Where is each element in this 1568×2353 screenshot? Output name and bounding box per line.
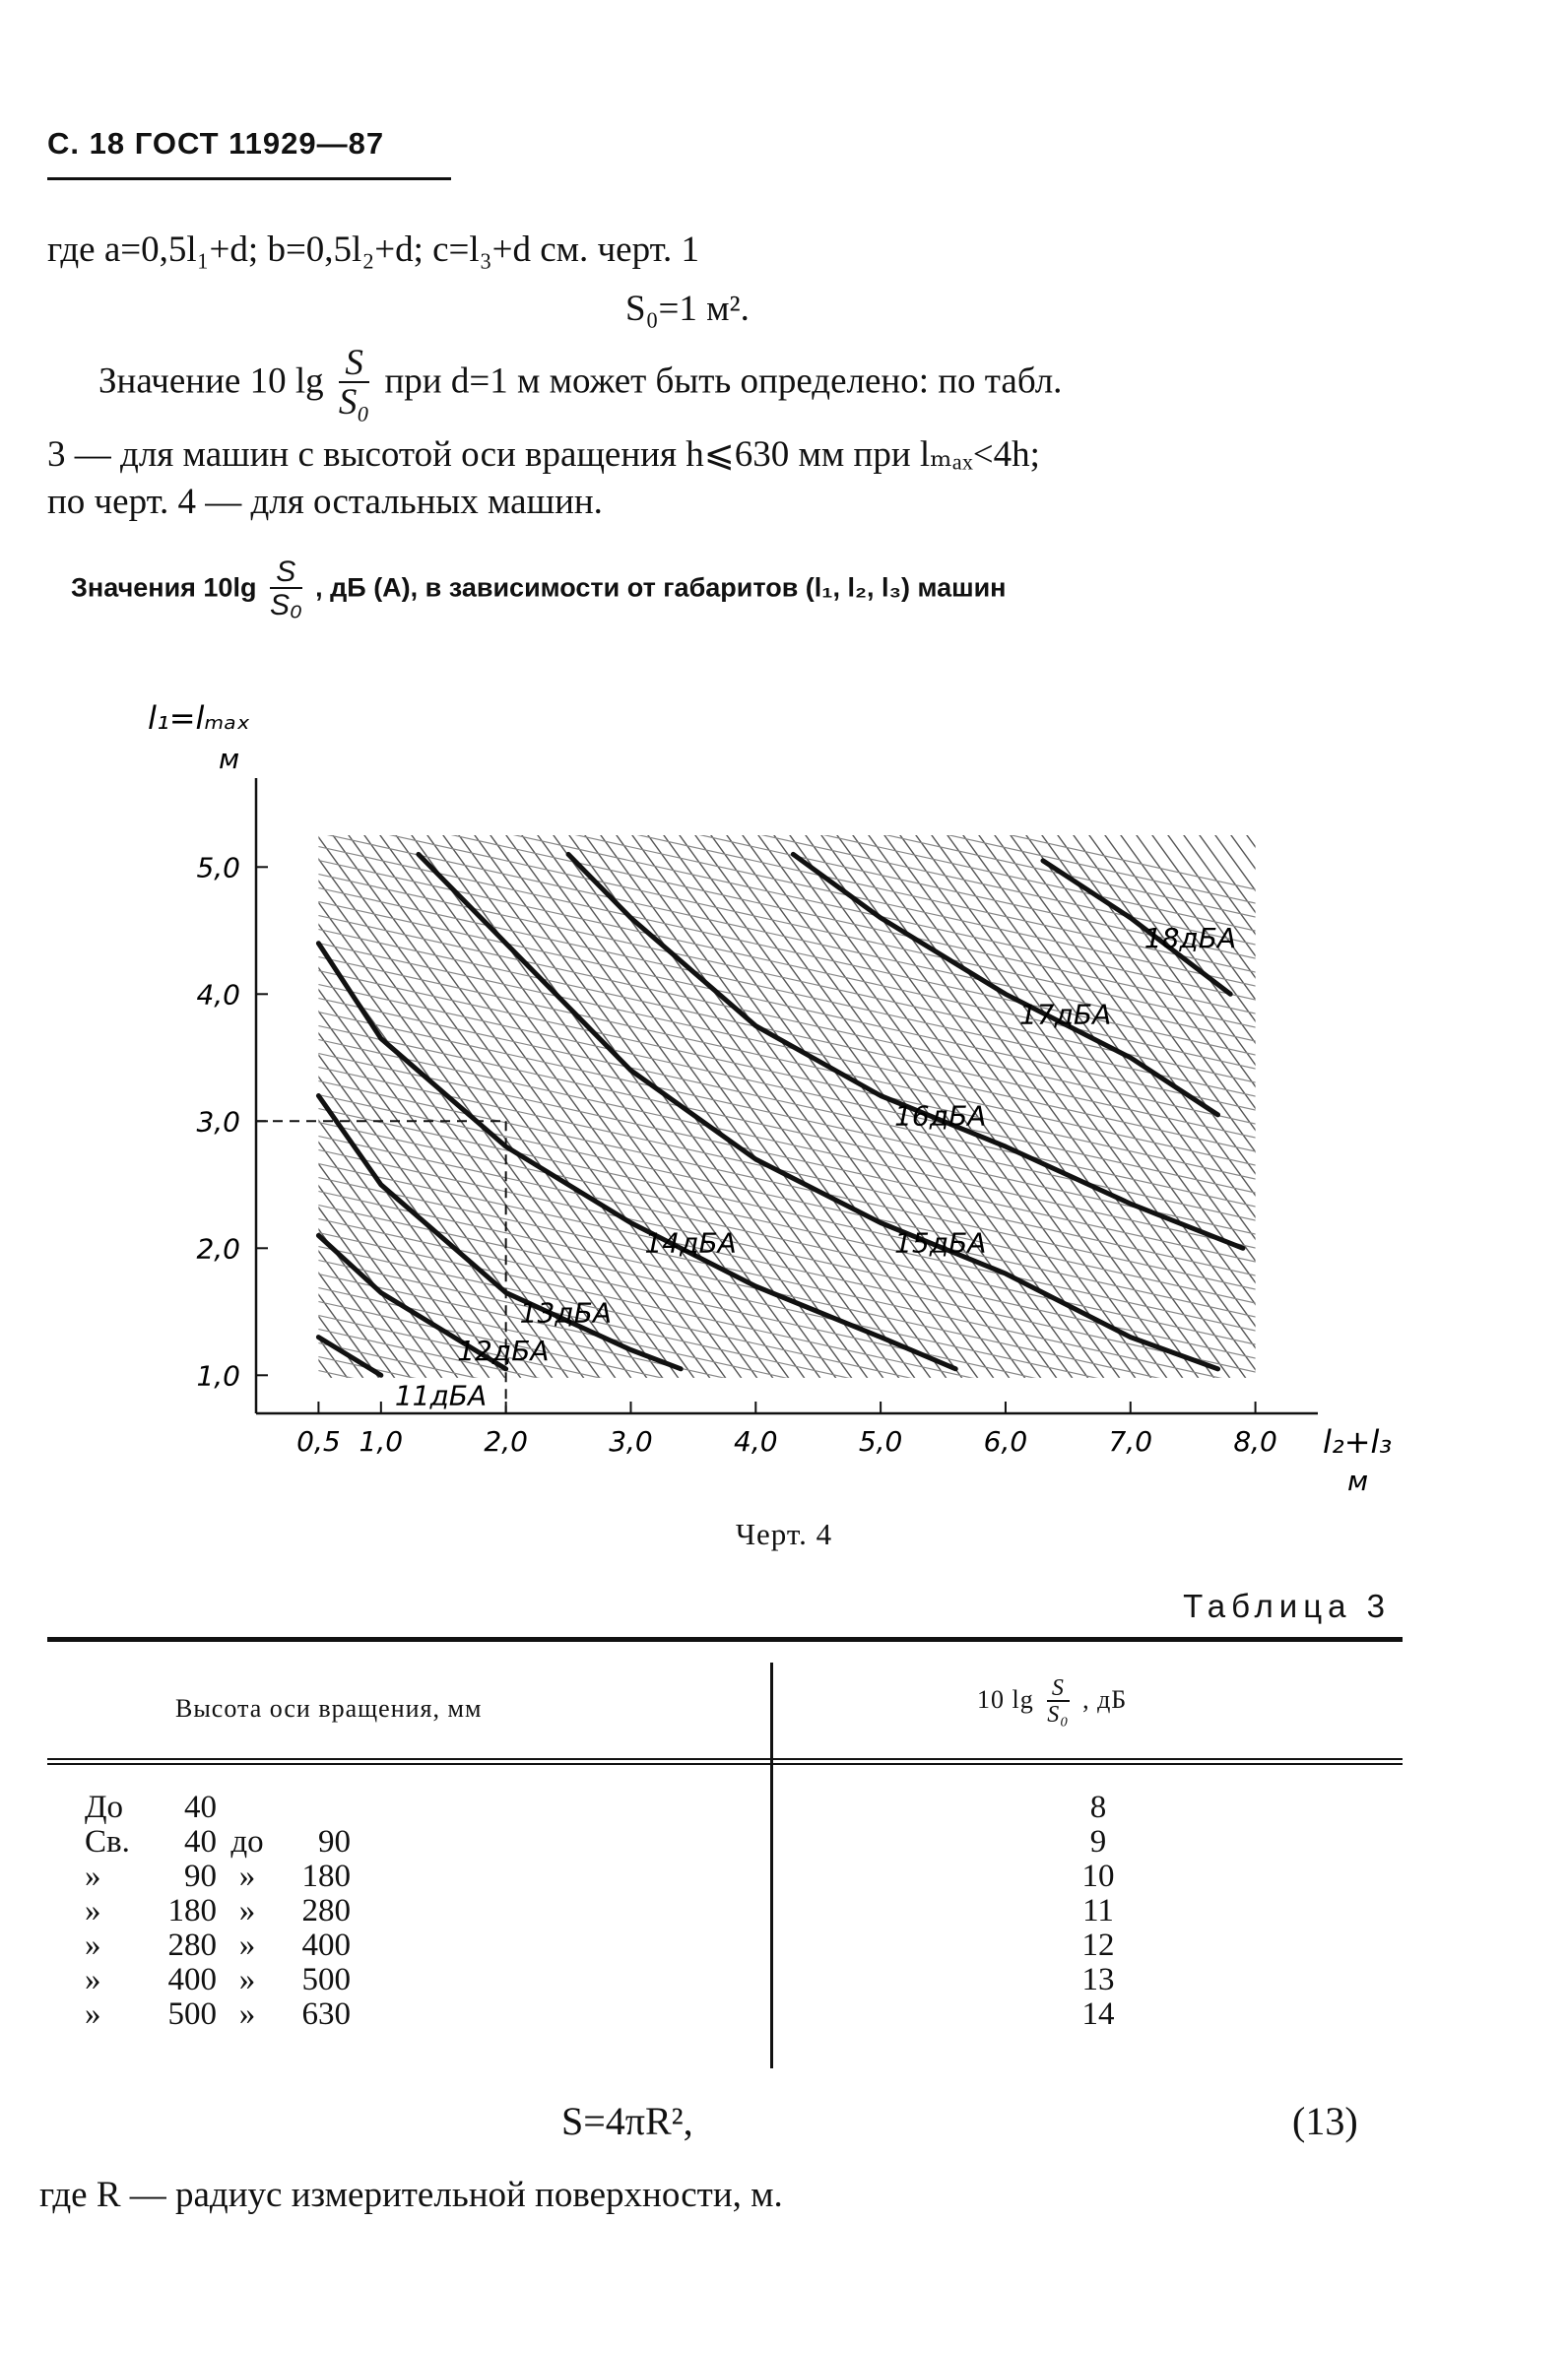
hatch-line <box>1501 817 1568 1388</box>
series-label: 11дБА <box>394 1379 488 1412</box>
hatch-line <box>0 817 87 1388</box>
row-sep: до <box>230 1824 264 1860</box>
table-top-rule <box>47 1637 1403 1642</box>
hatch-line <box>1280 817 1568 1388</box>
hatch-line <box>272 817 686 1388</box>
hatch-line <box>35 817 449 1388</box>
hatch-line <box>1076 817 1489 1388</box>
hatch-line <box>0 817 134 1388</box>
row-prefix: » <box>85 1996 101 2032</box>
hatch-line <box>0 817 150 1388</box>
hatch-line <box>1107 817 1521 1388</box>
hatch-line <box>1060 817 1473 1388</box>
row-sep: » <box>238 1859 256 1894</box>
hatch-line <box>303 817 717 1388</box>
hatch-line <box>1406 817 1568 1388</box>
hatch-line <box>0 817 355 1388</box>
row-to <box>278 1791 351 1825</box>
hatch-line <box>0 817 181 1388</box>
row-from: 400 <box>167 1962 217 1997</box>
paragraph-fraction <box>339 345 369 424</box>
table-row <box>85 1928 351 1963</box>
row-from: 90 <box>184 1859 217 1894</box>
hatch-line <box>0 817 370 1388</box>
table-rows-height <box>85 1791 351 2032</box>
hatch-line <box>666 817 1079 1388</box>
hatch-line <box>0 817 339 1388</box>
y-tick-label: 4,0 <box>196 978 240 1012</box>
paragraph-line-3-after: при d=1 м может быть определено: по табл. <box>384 360 1063 402</box>
hatch-line <box>0 817 402 1388</box>
series-curve <box>318 1338 380 1376</box>
x-tick-label: 3,0 <box>609 1425 653 1458</box>
row-from: 40 <box>184 1790 217 1825</box>
chart-caption-fraction-denominator: S₀ <box>269 589 302 621</box>
table-title: Таблица 3 <box>1183 1588 1391 1624</box>
series-label: 17дБА <box>1018 998 1112 1031</box>
hatch-line <box>20 817 433 1388</box>
hatch-line <box>429 817 843 1388</box>
row-from: 500 <box>167 1996 217 2032</box>
hatch-line <box>1154 817 1568 1388</box>
formula-13: S=4πR², <box>561 2099 693 2143</box>
x-tick-label: 4,0 <box>734 1425 778 1458</box>
hatch-line <box>1202 817 1568 1388</box>
hatch-line <box>0 817 165 1388</box>
row-value: 12 <box>1081 1928 1115 1963</box>
table-row <box>85 1860 351 1894</box>
hatch-line <box>823 817 1237 1388</box>
hatch-line <box>0 817 197 1388</box>
series-curve <box>568 854 1243 1248</box>
row-from: 280 <box>167 1928 217 1963</box>
hatch-line <box>0 817 260 1388</box>
table-row <box>85 1894 351 1928</box>
row-value: 9 <box>1089 1824 1107 1860</box>
table-header-level-after: , дБ <box>1082 1685 1128 1715</box>
hatch-line <box>1470 817 1568 1388</box>
paragraph-line-1: где a=0,5l₁+d; b=0,5l₂+d; c=l₃+d см. черт. 1 <box>47 229 699 270</box>
hatch-line <box>0 817 244 1388</box>
hatch-line <box>0 817 292 1388</box>
hatch-line-flat <box>306 1478 1280 1695</box>
hatch-line <box>0 817 71 1388</box>
hatch-line <box>1359 817 1568 1388</box>
hatch-line <box>67 817 481 1388</box>
hatch-line <box>0 817 39 1388</box>
hatch-line <box>0 817 276 1388</box>
table-header-height: Высота оси вращения, мм <box>175 1694 483 1723</box>
hatch-line <box>1485 817 1568 1388</box>
hatch-line <box>1328 817 1568 1388</box>
table-row <box>85 1963 351 1997</box>
hatch-line <box>1296 817 1568 1388</box>
y-tick-label: 2,0 <box>196 1232 240 1266</box>
table-header-level <box>977 1676 1127 1728</box>
table-row <box>85 1791 351 1825</box>
x-tick-label: 7,0 <box>1108 1425 1153 1458</box>
hatch-line <box>0 817 323 1388</box>
noise-level-chart <box>148 689 1393 1507</box>
table-row <box>85 1825 351 1860</box>
paragraph-line-3-before: Значение 10 lg <box>98 360 324 402</box>
row-from: 180 <box>167 1893 217 1928</box>
table-header-fraction-numerator: S <box>1047 1676 1069 1702</box>
hatch-line <box>1186 817 1568 1388</box>
paragraph-fraction-denominator: S₀ <box>338 382 370 423</box>
series-label: 18дБА <box>1143 921 1237 954</box>
row-sep: » <box>238 1996 256 2032</box>
row-sep: » <box>238 1928 256 1963</box>
hatch-line <box>1091 817 1505 1388</box>
hatch-line-flat <box>306 1561 1280 1778</box>
table-header-rule-2 <box>47 1763 1403 1765</box>
row-prefix: До <box>85 1790 124 1825</box>
table-header-fraction <box>1047 1676 1069 1728</box>
hatch-line <box>1375 817 1568 1388</box>
y-tick-label: 1,0 <box>196 1359 240 1393</box>
table-header-rule <box>47 1758 1403 1760</box>
hatch-line <box>1391 817 1568 1388</box>
series-label: 12дБА <box>457 1335 550 1368</box>
chart-caption-fraction-numerator: S <box>270 557 302 589</box>
x-tick-label: 6,0 <box>983 1425 1028 1458</box>
hatch-line <box>1312 817 1568 1388</box>
row-value: 8 <box>1089 1790 1107 1825</box>
hatch-line <box>83 817 496 1388</box>
row-to: 630 <box>301 1996 351 2032</box>
x-axis-unit: м <box>1347 1465 1369 1497</box>
hatch-line <box>1249 817 1568 1388</box>
row-from: 40 <box>184 1824 217 1860</box>
series-label: 13дБА <box>519 1296 613 1330</box>
hatch-line <box>98 817 512 1388</box>
row-to: 180 <box>301 1859 351 1894</box>
hatch-line <box>51 817 465 1388</box>
hatch-line <box>0 817 213 1388</box>
y-tick-label: 5,0 <box>196 851 240 884</box>
row-sep: » <box>238 1893 256 1928</box>
x-tick-label: 2,0 <box>484 1425 528 1458</box>
row-prefix: Св. <box>85 1824 130 1860</box>
paragraph-line-5: по черт. 4 — для остальных машин. <box>47 482 603 522</box>
x-tick-label: 8,0 <box>1233 1425 1277 1458</box>
row-value: 11 <box>1082 1893 1114 1928</box>
hatch-line <box>1233 817 1568 1388</box>
hatch-line <box>1343 817 1568 1388</box>
hatch-line <box>0 817 55 1388</box>
hatch-line-flat <box>306 1547 1280 1764</box>
table-header-level-before: 10 lg <box>977 1685 1034 1715</box>
paragraph-line-4: 3 — для машин с высотой оси вращения h⩽630 мм при lₘₐₓ<4h; <box>47 434 1040 475</box>
hatch-line-flat <box>306 1451 1280 1667</box>
hatch-line <box>0 817 118 1388</box>
hatch-line <box>1170 817 1568 1388</box>
closing-text: где R — радиус измерительной поверхности, м. <box>39 2175 783 2215</box>
hatch-line-flat <box>306 1465 1280 1681</box>
series-label: 16дБА <box>894 1099 987 1133</box>
series-label: 14дБА <box>644 1226 737 1260</box>
hatch-line <box>1265 817 1568 1388</box>
x-tick-label: 0,5 <box>296 1425 341 1458</box>
row-value: 13 <box>1081 1962 1115 1997</box>
row-to: 400 <box>301 1928 351 1963</box>
row-sep <box>217 1791 278 1825</box>
hatch-line <box>1438 817 1568 1388</box>
hatch-line <box>162 817 575 1388</box>
y-axis-unit: м <box>219 743 240 775</box>
row-to: 500 <box>301 1962 351 1997</box>
paragraph-line-2: S₀=1 м². <box>625 289 750 329</box>
chart-caption-after: , дБ (A), в зависимости от габаритов (l₁, l₂, l₃) машин <box>315 572 1007 603</box>
y-tick-label: 3,0 <box>196 1105 240 1139</box>
x-axis-label: l₂+l₃ <box>1323 1423 1393 1461</box>
chart-caption-before: Значения 10lg <box>71 572 257 603</box>
table-header-fraction-denominator: S₀ <box>1047 1702 1070 1728</box>
hatch-line <box>1422 817 1568 1388</box>
row-to: 280 <box>301 1893 351 1928</box>
chart-caption <box>71 557 1007 621</box>
page-header: С. 18 ГОСТ 11929—87 <box>47 126 385 161</box>
hatch-line <box>0 817 307 1388</box>
table-rows-level <box>1054 1791 1143 2032</box>
hatch-line <box>0 817 229 1388</box>
hatch-line <box>965 817 1379 1388</box>
paragraph-line-3 <box>98 345 1062 424</box>
hatch-line <box>792 817 1206 1388</box>
hatch-line <box>1028 817 1442 1388</box>
row-prefix: » <box>85 1893 101 1928</box>
row-to: 90 <box>318 1824 351 1860</box>
hatch-line <box>0 817 386 1388</box>
hatch-line <box>130 817 544 1388</box>
row-prefix: » <box>85 1928 101 1963</box>
hatch-line <box>1454 817 1568 1388</box>
y-axis-label: l₁=lₘₐₓ <box>148 699 251 737</box>
x-tick-label: 5,0 <box>858 1425 903 1458</box>
hatch-line <box>0 817 102 1388</box>
hatch-line <box>4 817 418 1388</box>
series-label: 15дБА <box>894 1226 987 1260</box>
row-value: 10 <box>1081 1859 1115 1894</box>
row-sep: » <box>238 1962 256 1997</box>
x-tick-label: 1,0 <box>359 1425 404 1458</box>
header-rule <box>47 177 451 180</box>
row-value: 14 <box>1081 1996 1115 2032</box>
row-prefix: » <box>85 1962 101 1997</box>
hatch-line <box>1217 817 1568 1388</box>
paragraph-fraction-numerator: S <box>339 345 369 383</box>
series-curve <box>419 854 1218 1368</box>
hatch-line <box>934 817 1347 1388</box>
table-column-divider <box>770 1663 773 2068</box>
formula-number: (13) <box>1292 2099 1358 2143</box>
hatch-line <box>1123 817 1536 1388</box>
series-curve <box>318 944 955 1369</box>
table-row <box>85 1997 351 2032</box>
figure-label: Черт. 4 <box>735 1517 833 1551</box>
row-prefix: » <box>85 1859 101 1894</box>
chart-caption-fraction <box>270 557 302 621</box>
